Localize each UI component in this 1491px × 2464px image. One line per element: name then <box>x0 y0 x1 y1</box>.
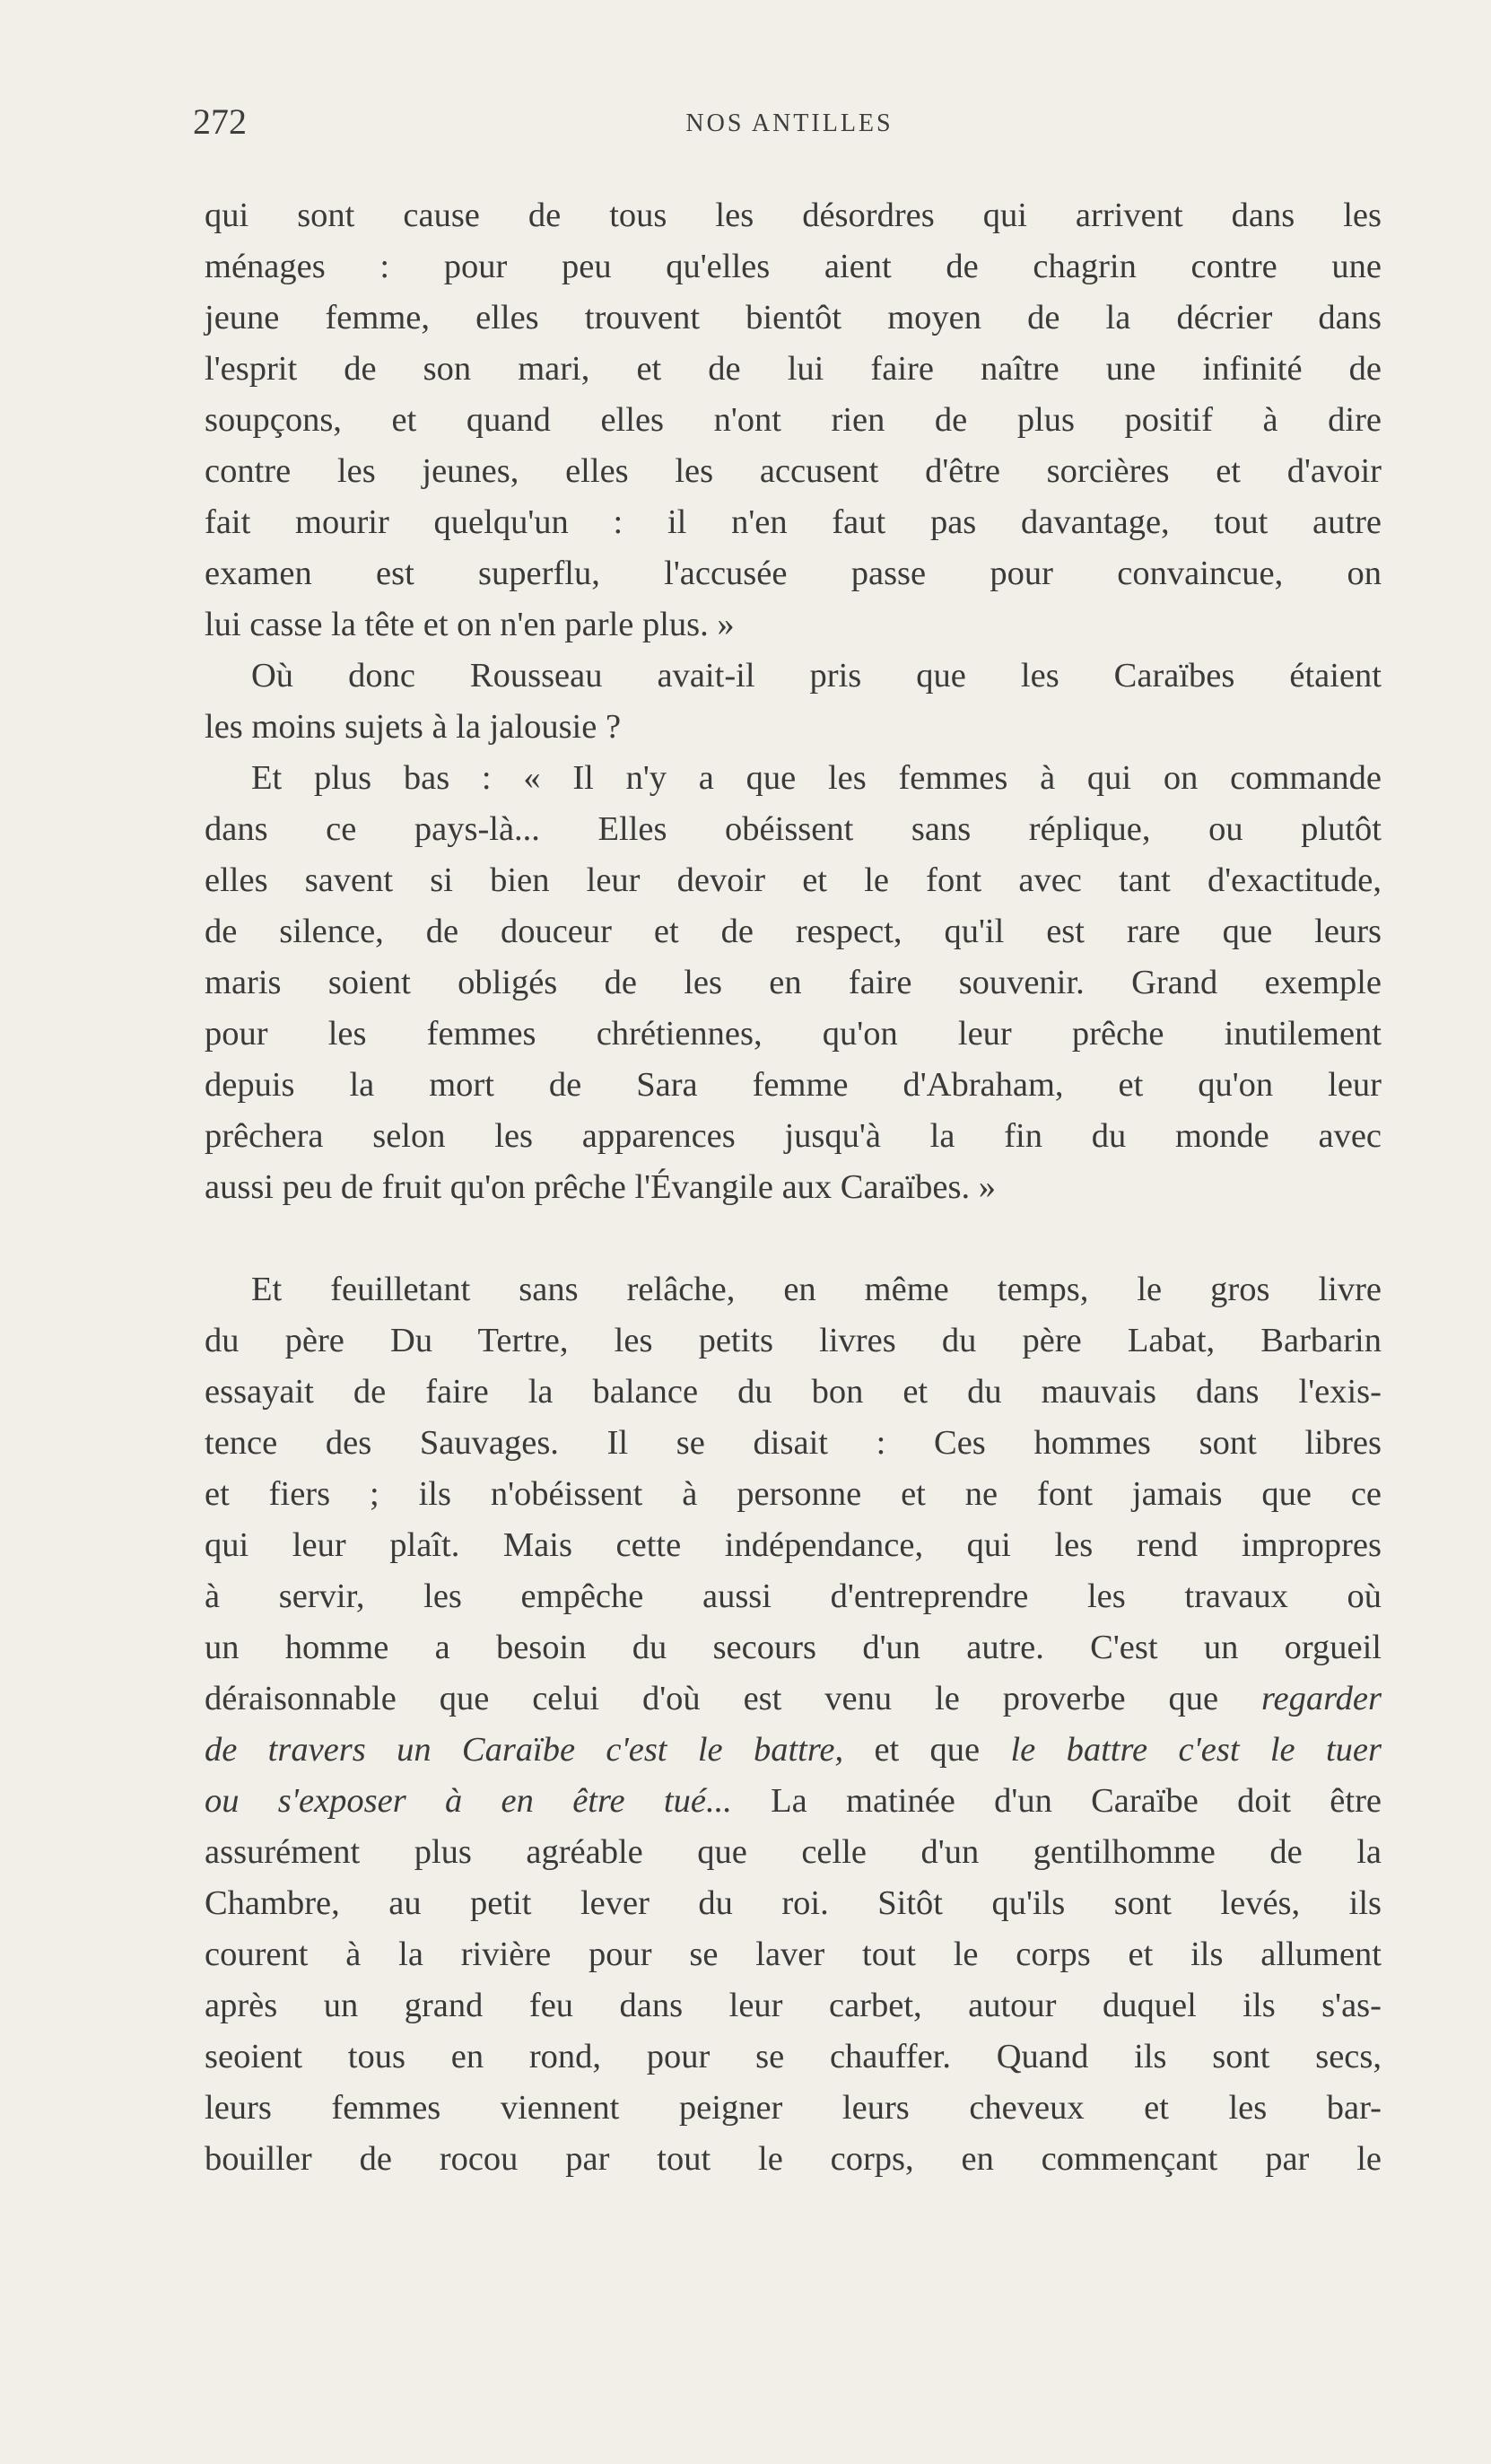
text-line: examen est superflu, l'accusée passe pour convaincue, on <box>205 555 1382 592</box>
running-title: NOS ANTILLES <box>685 109 894 137</box>
text-line: depuis la mort de Sara femme d'Abraham, et qu'on leur <box>205 1066 1382 1104</box>
text-line: fait mourir quelqu'un : il n'en faut pas davantage, tout autre <box>205 503 1382 541</box>
text-line: Chambre, au petit lever du roi. Sitôt qu'ils sont levés, ils <box>205 1884 1382 1922</box>
text-line: leurs femmes viennent peigner leurs cheveux et les bar- <box>205 2089 1382 2127</box>
paragraph-4 <box>205 1264 1382 2185</box>
text-line: les moins sujets à la jalousie ? <box>205 708 622 746</box>
text-line: aussi peu de fruit qu'on prêche l'Évangile aux Caraïbes. » <box>205 1168 996 1206</box>
text-line: Et feuilletant sans relâche, en même temps, le gros livre <box>251 1271 1382 1308</box>
text-line <box>205 1725 1382 1776</box>
text-line: du père Du Tertre, les petits livres du père Labat, Barbarin <box>205 1322 1382 1359</box>
text-line: seoient tous en rond, pour se chauffer. Quand ils sont secs, <box>205 2038 1382 2075</box>
text-line: de silence, de douceur et de respect, qu'il est rare que leurs <box>205 913 1382 950</box>
text-line <box>205 1776 1382 1827</box>
text-line: courent à la rivière pour se laver tout le corps et ils allument <box>205 1935 1382 1973</box>
paragraph-1 <box>205 190 1382 651</box>
text-line: après un grand feu dans leur carbet, autour duquel ils s'as- <box>205 1987 1382 2024</box>
text-line: dans ce pays-là... Elles obéissent sans réplique, ou plutôt <box>205 810 1382 848</box>
text-line: essayait de faire la balance du bon et du mauvais dans l'exis- <box>205 1373 1382 1411</box>
text-line: qui leur plaît. Mais cette indépendance, qui les rend impropres <box>205 1526 1382 1564</box>
text-line: et fiers ; ils n'obéissent à personne et ne font jamais que ce <box>205 1475 1382 1513</box>
text-line: contre les jeunes, elles les accusent d'être sorcières et d'avoir <box>205 452 1382 490</box>
section-break <box>205 1213 1382 1264</box>
text-line: à servir, les empêche aussi d'entreprendre les travaux où <box>205 1577 1382 1615</box>
text-line: assurément plus agréable que celle d'un gentilhomme de la <box>205 1833 1382 1871</box>
text-line: maris soient obligés de les en faire souvenir. Grand exemple <box>205 964 1382 1001</box>
italic-text-run: regarder <box>1260 1680 1382 1717</box>
page-header <box>193 100 1386 154</box>
page-body <box>205 190 1382 2185</box>
text-line: lui casse la tête et on n'en parle plus. » <box>205 606 735 643</box>
italic-text-run: ou s'exposer à en être tué... <box>205 1782 732 1820</box>
text-line: jeune femme, elles trouvent bientôt moyen de la décrier dans <box>205 299 1382 336</box>
italic-text-run: le battre c'est le tuer <box>1010 1731 1382 1769</box>
paragraph-3 <box>205 753 1382 1213</box>
text-line: elles savent si bien leur devoir et le font avec tant d'exactitude, <box>205 861 1382 899</box>
text-line: soupçons, et quand elles n'ont rien de plus positif à dire <box>205 401 1382 439</box>
text-run: La matinée d'un Caraïbe doit être <box>731 1782 1382 1820</box>
text-line: tence des Sauvages. Il se disait : Ces hommes sont libres <box>205 1424 1382 1462</box>
text-run: déraisonnable que celui d'où est venu le proverbe que <box>205 1680 1261 1717</box>
text-line: bouiller de rocou par tout le corps, en commençant par le <box>205 2140 1382 2178</box>
text-line: qui sont cause de tous les désordres qui arrivent dans les <box>205 197 1382 234</box>
paragraph-2 <box>205 651 1382 753</box>
text-line: Et plus bas : « Il n'y a que les femmes à qui on commande <box>251 759 1382 797</box>
italic-text-run: de travers un Caraïbe c'est le battre, <box>205 1731 844 1769</box>
text-line <box>205 1673 1382 1725</box>
text-run: et que <box>843 1731 1011 1769</box>
page-number: 272 <box>193 101 247 142</box>
text-line: un homme a besoin du secours d'un autre. C'est un orgueil <box>205 1629 1382 1666</box>
text-line: Où donc Rousseau avait-il pris que les Caraïbes étaient <box>251 657 1382 695</box>
text-line: prêchera selon les apparences jusqu'à la fin du monde avec <box>205 1117 1382 1155</box>
text-line: ménages : pour peu qu'elles aient de chagrin contre une <box>205 248 1382 285</box>
text-line: l'esprit de son mari, et de lui faire naître une infinité de <box>205 350 1382 388</box>
text-line: pour les femmes chrétiennes, qu'on leur prêche inutilement <box>205 1015 1382 1053</box>
